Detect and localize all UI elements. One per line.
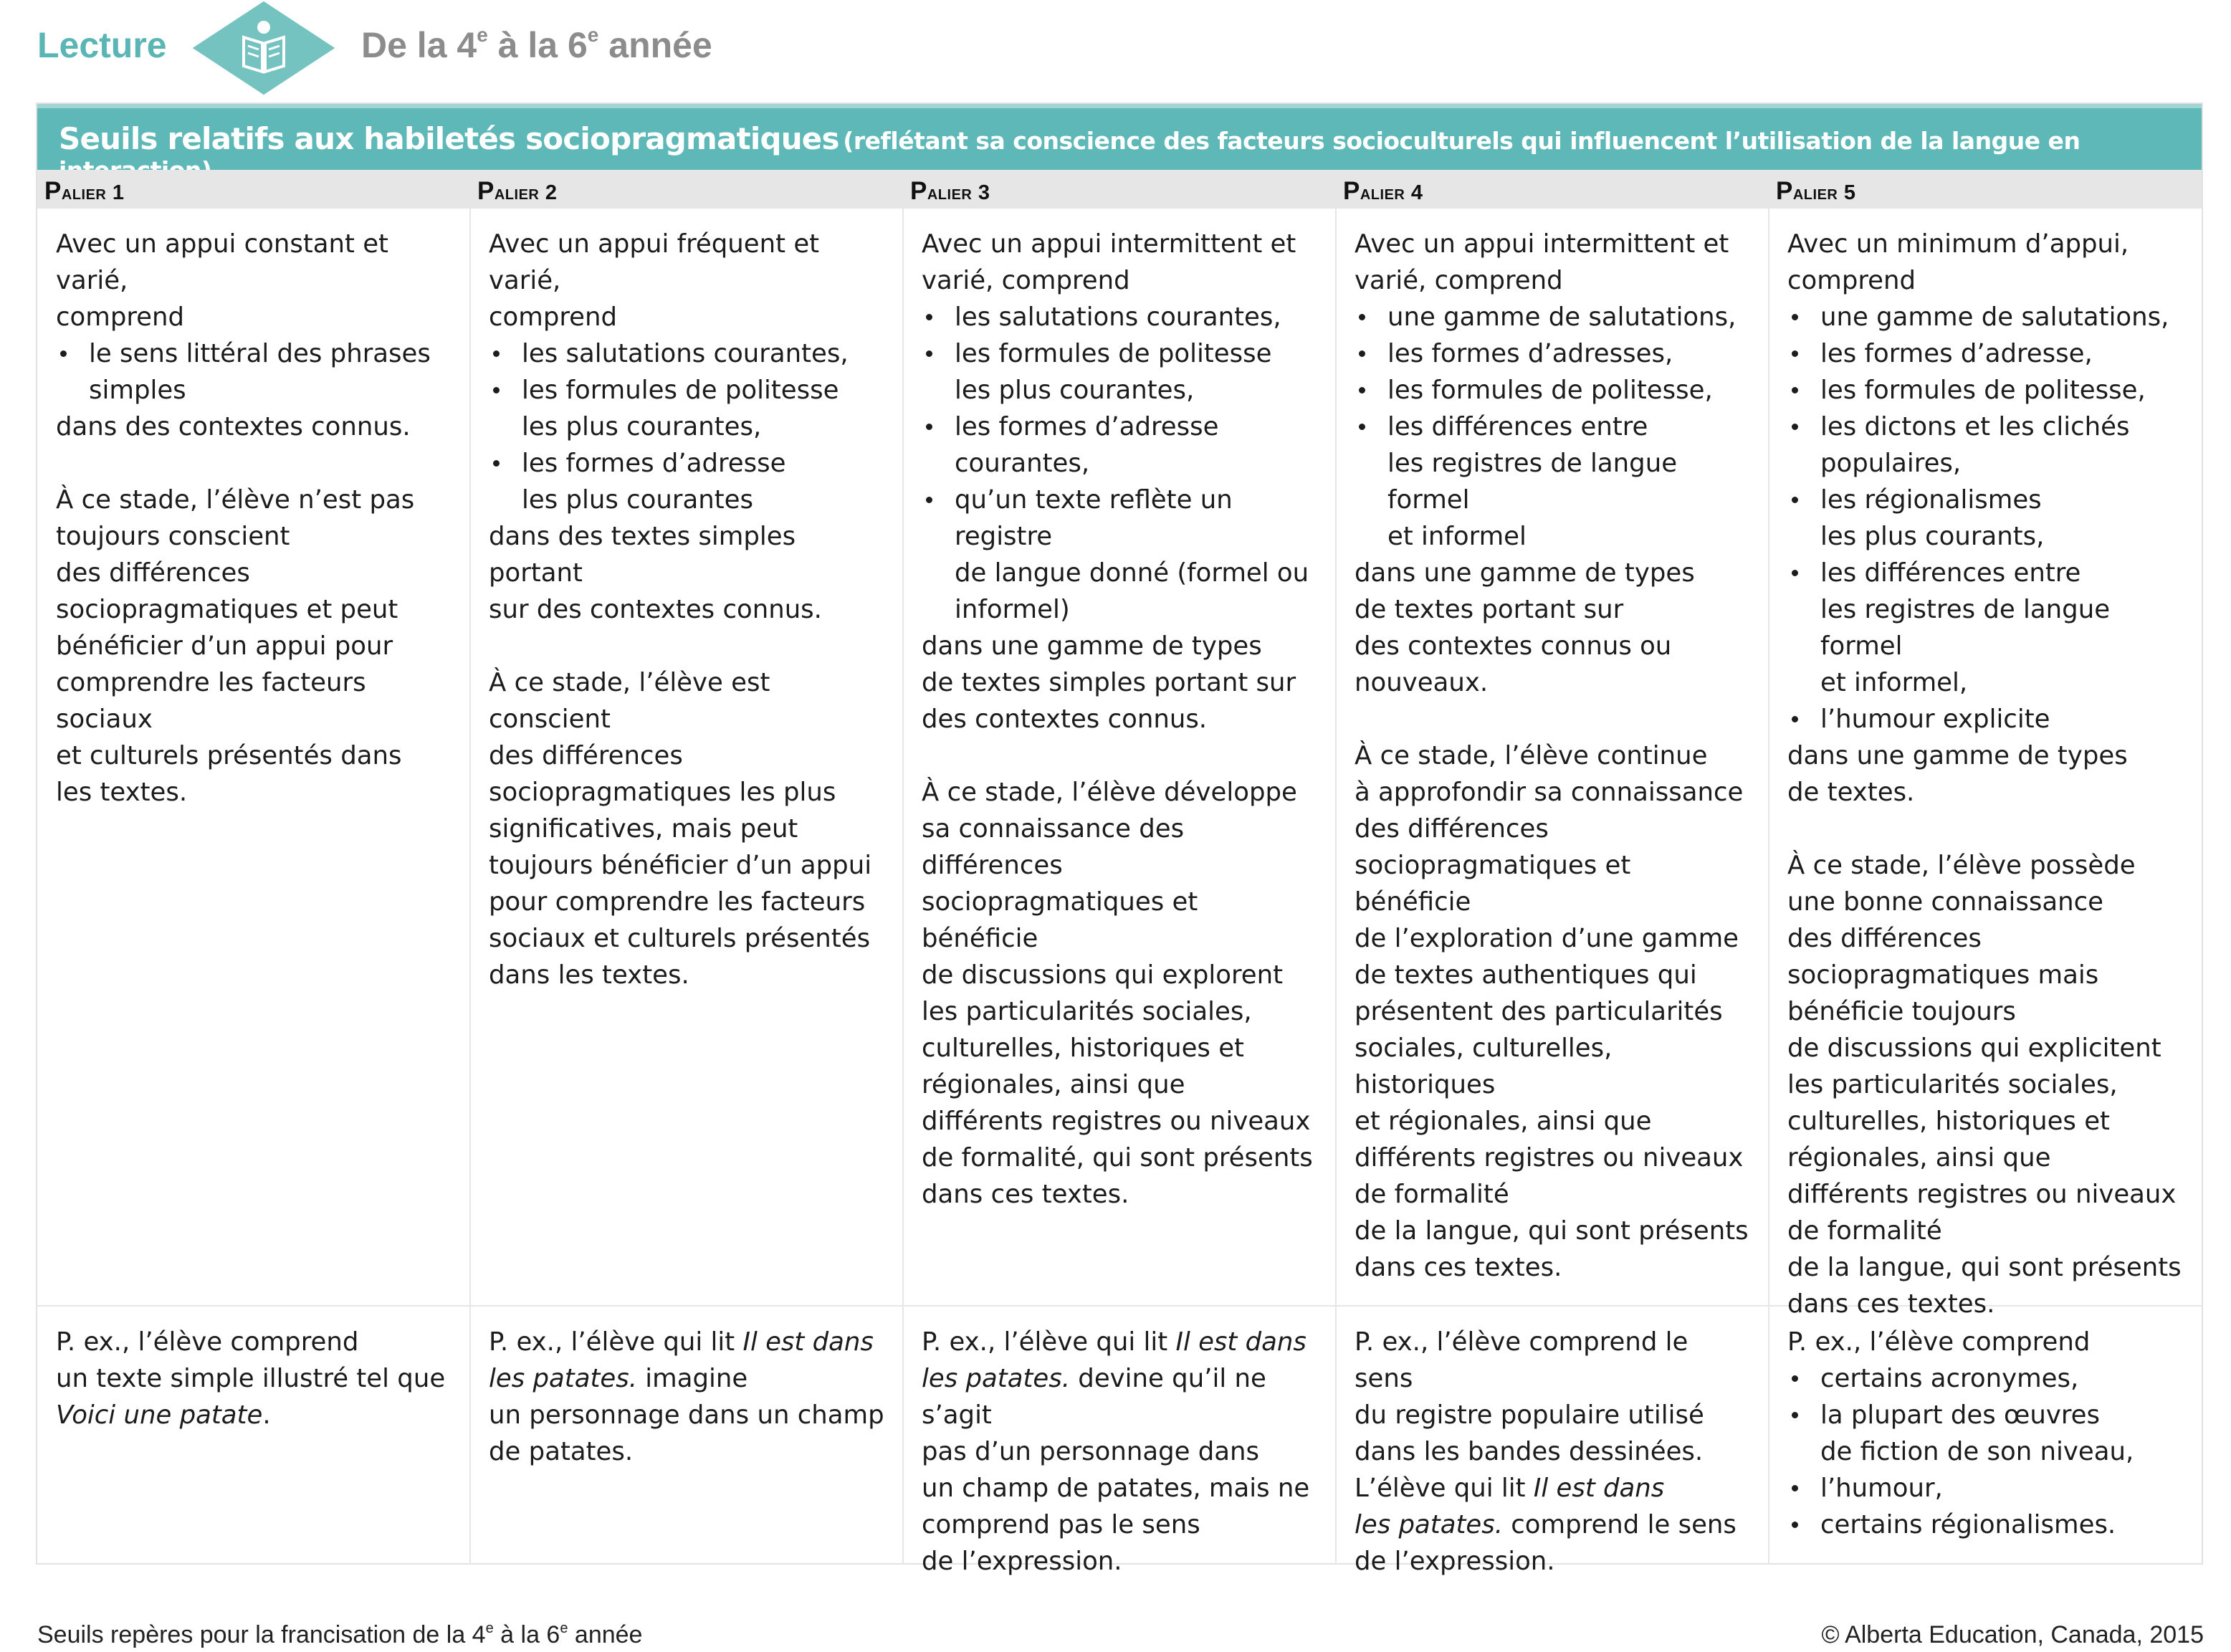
text-line: sociopragmatiques mais: [1787, 960, 2099, 990]
text-line: des différences: [56, 558, 250, 588]
cell-palier-4-description: [1336, 209, 1769, 1286]
text-line: toujours bénéficier d’un appui: [489, 851, 872, 880]
bullet-item: certains régionalismes.: [1787, 1507, 2186, 1543]
text-line: de l’exploration d’une gamme: [1355, 924, 1739, 953]
cell-palier-1-description: [37, 209, 470, 811]
text-line: un champ de patates, mais ne: [922, 1474, 1310, 1503]
text-line: P. ex., l’élève comprend le sens: [1355, 1327, 1688, 1393]
footer-document-title: Seuils repères pour la francisation de la 4e à la 6e année: [37, 1620, 643, 1648]
text-line: des contextes connus.: [922, 705, 1208, 734]
bullet-item: les formes d’adresses,: [1355, 335, 1753, 372]
bullet-item: certains acronymes,: [1787, 1360, 2186, 1397]
text-line: sociopragmatiques et bénéficie: [922, 887, 1198, 953]
text-line: pour comprendre les facteurs: [489, 887, 866, 917]
text-line: L’élève qui lit Il est dans: [1355, 1474, 1665, 1503]
text-line: P. ex., l’élève qui lit Il est dans: [922, 1327, 1306, 1357]
text-line: sociopragmatiques et peut: [56, 595, 398, 624]
bullet-item: les dictons et les clichés populaires,: [1787, 409, 2186, 482]
text-line: de textes portant sur: [1355, 595, 1624, 624]
text-line: des contextes connus ou: [1355, 631, 1672, 661]
cell-palier-3-example: [903, 1307, 1336, 1580]
text-line: de formalité, qui sont présents: [922, 1143, 1313, 1173]
text-line: Voici une patate.: [56, 1400, 271, 1430]
text-line: sociaux et culturels présentés: [489, 924, 871, 953]
text-line: une bonne connaissance: [1787, 887, 2103, 917]
table-title: Seuils relatifs aux habiletés sociopragmatiques: [59, 121, 839, 156]
text-line: présentent des particularités: [1355, 997, 1723, 1026]
column-header-palier-4: Palier 4: [1343, 177, 1423, 205]
text-line: Avec un appui constant et varié,: [56, 229, 388, 295]
text-line: Avec un appui fréquent et varié,: [489, 229, 820, 295]
text-line: de l’expression.: [922, 1547, 1122, 1576]
text-line: dans des textes simples portant: [489, 522, 796, 588]
bullet-item: une gamme de salutations,: [1355, 299, 1753, 335]
text-line: des différences: [1355, 814, 1549, 844]
text-line: comprend pas le sens: [922, 1510, 1200, 1539]
text-line: À ce stade, l’élève possède: [1787, 851, 2136, 880]
text-line: comprendre les facteurs sociaux: [56, 668, 366, 734]
text-line: bénéficier d’un appui pour: [56, 631, 393, 661]
text-line: Avec un minimum d’appui,: [1787, 229, 2129, 259]
text-line: culturelles, historiques et: [922, 1033, 1244, 1063]
text-line: de l’expression.: [1355, 1547, 1555, 1576]
bullet-item: les différences entre les registres de langue formel et informel: [1355, 409, 1753, 555]
text-line: de textes authentiques qui: [1355, 960, 1697, 990]
text-line: des différences: [1787, 924, 1982, 953]
text-line: les textes.: [56, 778, 188, 807]
section-label: Lecture: [37, 25, 167, 65]
text-line: varié, comprend: [922, 266, 1130, 295]
text-line: comprend: [1787, 266, 1916, 295]
bullet-item: qu’un texte reflète un registre de langue donné (formel ou informel): [922, 482, 1320, 628]
text-line: P. ex., l’élève comprend: [1787, 1327, 2091, 1357]
text-line: P. ex., l’élève qui lit Il est dans: [489, 1327, 874, 1357]
text-line: sur des contextes connus.: [489, 595, 822, 624]
bullet-item: les salutations courantes,: [922, 299, 1320, 335]
text-line: bénéficie toujours: [1787, 997, 2016, 1026]
text-line: de textes simples portant sur: [922, 668, 1296, 697]
bullet-item: l’humour explicite: [1787, 701, 2186, 737]
bullet-item: les régionalismes les plus courants,: [1787, 482, 2186, 555]
text-line: P. ex., l’élève comprend: [56, 1327, 359, 1357]
text-line: significatives, mais peut: [489, 814, 798, 844]
text-line: dans ces textes.: [1787, 1289, 1995, 1319]
table-title-bar: [37, 104, 2202, 170]
text-line: et régionales, ainsi que: [1355, 1107, 1652, 1136]
text-line: dans des contextes connus.: [56, 412, 411, 441]
text-line: de la langue, qui sont présents: [1355, 1216, 1749, 1246]
bullet-item: les formes d’adresse courantes,: [922, 409, 1320, 482]
bullet-item: le sens littéral des phrases simples: [56, 335, 454, 409]
cell-palier-4-example: [1336, 1307, 1769, 1580]
text-line: nouveaux.: [1355, 668, 1489, 697]
bullet-item: une gamme de salutations,: [1787, 299, 2186, 335]
text-line: Avec un appui intermittent et: [1355, 229, 1729, 259]
text-line: régionales, ainsi que: [922, 1070, 1185, 1099]
grade-range-title: De la 4e à la 6e année: [361, 24, 712, 65]
table-header-row: [37, 170, 2202, 209]
text-line: dans une gamme de types: [1787, 741, 2128, 770]
text-line: sociopragmatiques et bénéficie: [1355, 851, 1631, 917]
text-line: dans une gamme de types: [922, 631, 1262, 661]
text-line: sociales, culturelles, historiques: [1355, 1033, 1613, 1099]
text-line: de patates.: [489, 1437, 634, 1466]
text-line: à approfondir sa connaissance: [1355, 778, 1744, 807]
text-line: À ce stade, l’élève n’est pas: [56, 485, 415, 515]
text-line: À ce stade, l’élève développe: [922, 778, 1297, 807]
text-line: de discussions qui explorent: [922, 960, 1284, 990]
text-line: un texte simple illustré tel que: [56, 1364, 446, 1393]
text-line: dans une gamme de types: [1355, 558, 1695, 588]
text-line: différents registres ou niveaux: [1355, 1143, 1744, 1173]
text-line: du registre populaire utilisé: [1355, 1400, 1704, 1430]
reading-book-icon: [185, 0, 343, 97]
footer-copyright: © Alberta Education, Canada, 2015: [1821, 1621, 2204, 1648]
text-line: les patates. devine qu’il ne s’agit: [922, 1364, 1266, 1430]
text-line: les particularités sociales,: [922, 997, 1252, 1026]
cell-palier-5-description: [1769, 209, 2202, 1322]
bullet-item: les formules de politesse,: [1787, 372, 2186, 409]
bullet-item: les formules de politesse les plus courantes,: [489, 372, 887, 445]
text-line: de discussions qui explicitent: [1787, 1033, 2161, 1063]
text-line: les patates. comprend le sens: [1355, 1510, 1736, 1539]
cell-palier-2-example: [470, 1307, 903, 1470]
cell-palier-1-example: [37, 1307, 470, 1433]
text-line: dans les bandes dessinées.: [1355, 1437, 1704, 1466]
text-line: un personnage dans un champ: [489, 1400, 884, 1430]
cell-palier-2-description: [470, 209, 903, 993]
text-line: des différences: [489, 741, 683, 770]
bullet-item: l’humour,: [1787, 1470, 2186, 1507]
column-header-palier-5: Palier 5: [1776, 177, 1856, 205]
text-line: comprend: [56, 302, 185, 332]
text-line: Avec un appui intermittent et: [922, 229, 1296, 259]
cell-palier-5-example: [1769, 1307, 2202, 1543]
column-header-palier-1: Palier 1: [44, 177, 125, 205]
text-line: dans ces textes.: [922, 1180, 1129, 1209]
bullet-item: les différences entre les registres de langue formel et informel,: [1787, 555, 2186, 701]
text-line: différents registres ou niveaux: [922, 1107, 1311, 1136]
text-line: dans ces textes.: [1355, 1253, 1562, 1282]
text-line: différents registres ou niveaux: [1787, 1180, 2177, 1209]
table-subtitle: (reflétant sa conscience des facteurs socioculturels qui influencent l’utilisation de la langue en: [843, 127, 2080, 155]
column-header-palier-3: Palier 3: [910, 177, 990, 205]
text-line: de textes.: [1787, 778, 1915, 807]
text-line: et culturels présentés dans: [56, 741, 402, 770]
thresholds-table: [36, 102, 2203, 1576]
text-line: À ce stade, l’élève est conscient: [489, 668, 770, 734]
text-line: de formalité: [1787, 1216, 1942, 1246]
bullet-item: la plupart des œuvres de fiction de son niveau,: [1787, 1397, 2186, 1470]
text-line: varié, comprend: [1355, 266, 1563, 295]
text-line: pas d’un personnage dans: [922, 1437, 1260, 1466]
bullet-item: les formes d’adresse,: [1787, 335, 2186, 372]
column-header-palier-2: Palier 2: [477, 177, 558, 205]
text-line: dans les textes.: [489, 960, 689, 990]
text-line: sociopragmatiques les plus: [489, 778, 836, 807]
bullet-item: les formes d’adresse les plus courantes: [489, 445, 887, 518]
bullet-item: les salutations courantes,: [489, 335, 887, 372]
text-line: les patates. imagine: [489, 1364, 748, 1393]
text-line: À ce stade, l’élève continue: [1355, 741, 1708, 770]
page-header: [0, 0, 2231, 97]
bullet-item: les formules de politesse,: [1355, 372, 1753, 409]
text-line: de formalité: [1355, 1180, 1509, 1209]
text-line: régionales, ainsi que: [1787, 1143, 2051, 1173]
bullet-item: les formules de politesse les plus courantes,: [922, 335, 1320, 409]
text-line: sa connaissance des différences: [922, 814, 1185, 880]
text-line: toujours conscient: [56, 522, 290, 551]
text-line: culturelles, historiques et: [1787, 1107, 2110, 1136]
text-line: les particularités sociales,: [1787, 1070, 2118, 1099]
text-line: de la langue, qui sont présents: [1787, 1253, 2182, 1282]
cell-palier-3-description: [903, 209, 1336, 1213]
text-line: comprend: [489, 302, 618, 332]
